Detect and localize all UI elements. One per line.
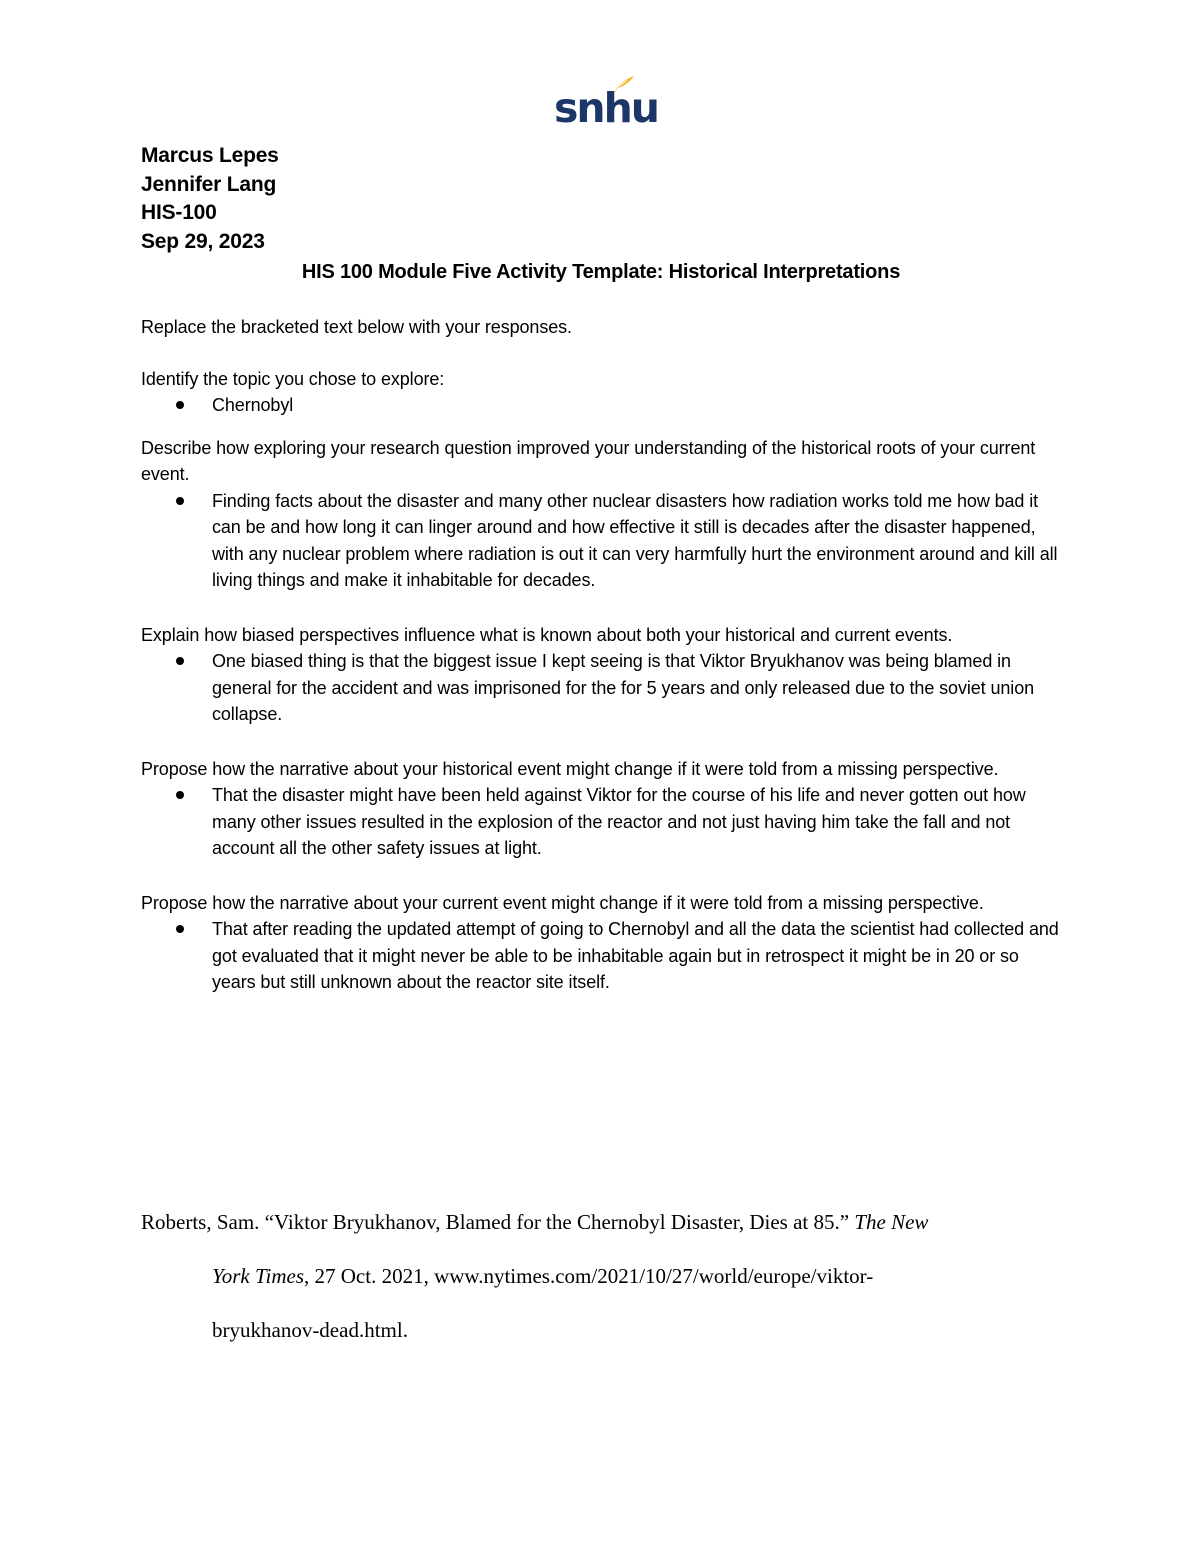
- answer-item: Finding facts about the disaster and many other nuclear disasters how radiation works told me how bad it can be and how long it can linger around and how effective it still is decades after the disaster happened, with any nuclear problem where radiation is out it can very harmfully hurt the environment around and kill all living things and make it inhabitable for decades.: [141, 488, 1061, 594]
- answer-item: One biased thing is that the biggest issue I kept seeing is that Viktor Bryukhanov was being blamed in general for the accident and was imprisoned for the for 5 years and only released due to the soviet union collapse.: [141, 648, 1061, 728]
- answer-list-topic: [141, 392, 1061, 419]
- submission-date: Sep 29, 2023: [141, 229, 265, 253]
- logo-wordmark: snhu: [554, 84, 658, 132]
- instructor-name: Jennifer Lang: [141, 172, 277, 196]
- bullet-icon: [176, 401, 184, 409]
- answer-list-research: [141, 488, 1061, 594]
- question-historical-perspective: Propose how the narrative about your historical event might change if it were told from a missing perspective.: [141, 758, 999, 779]
- snhu-logo: [554, 74, 658, 134]
- citation-line-3: bryukhanov-dead.html.: [212, 1318, 408, 1342]
- question-current-perspective: Propose how the narrative about your current event might change if it were told from a missing perspective.: [141, 892, 984, 913]
- citation-line-2: York Times, 27 Oct. 2021, www.nytimes.com/2021/10/27/world/europe/viktor-: [212, 1264, 874, 1288]
- bullet-icon: [176, 791, 184, 799]
- bullet-icon: [176, 925, 184, 933]
- question-bias: Explain how biased perspectives influence what is known about both your historical and current events.: [141, 624, 953, 645]
- instruction-text: Replace the bracketed text below with your responses.: [141, 317, 572, 337]
- document-body: [141, 142, 1061, 996]
- answer-item: That the disaster might have been held against Viktor for the course of his life and never gotten out how many other issues resulted in the explosion of the reactor and not just having him take the fall and not account all the other safety issues at light.: [141, 782, 1061, 862]
- flame-icon: [612, 74, 636, 96]
- bullet-icon: [176, 497, 184, 505]
- answer-list-bias: [141, 648, 1061, 728]
- question-research: Describe how exploring your research question improved your understanding of the historical roots of your current event.: [141, 437, 1036, 484]
- question-topic: Identify the topic you chose to explore:: [141, 368, 445, 389]
- answer-item: Chernobyl: [141, 392, 1061, 419]
- course-code: HIS-100: [141, 201, 217, 224]
- document-title: HIS 100 Module Five Activity Template: Historical Interpretations: [301, 261, 901, 283]
- student-name: Marcus Lepes: [141, 144, 279, 167]
- answer-list-historical-perspective: [141, 782, 1061, 862]
- citation-line-1: Roberts, Sam. “Viktor Bryukhanov, Blamed for the Chernobyl Disaster, Dies at 85.” The New: [141, 1210, 929, 1234]
- bullet-icon: [176, 657, 184, 665]
- answer-item: That after reading the updated attempt of going to Chernobyl and all the data the scientist had collected and got evaluated that it might never be able to be inhabitable again but in retrospect it might be in 20 or so years but still unknown about the reactor site itself.: [141, 916, 1061, 996]
- works-cited-entry: [141, 1195, 1081, 1357]
- answer-list-current-perspective: [141, 916, 1061, 996]
